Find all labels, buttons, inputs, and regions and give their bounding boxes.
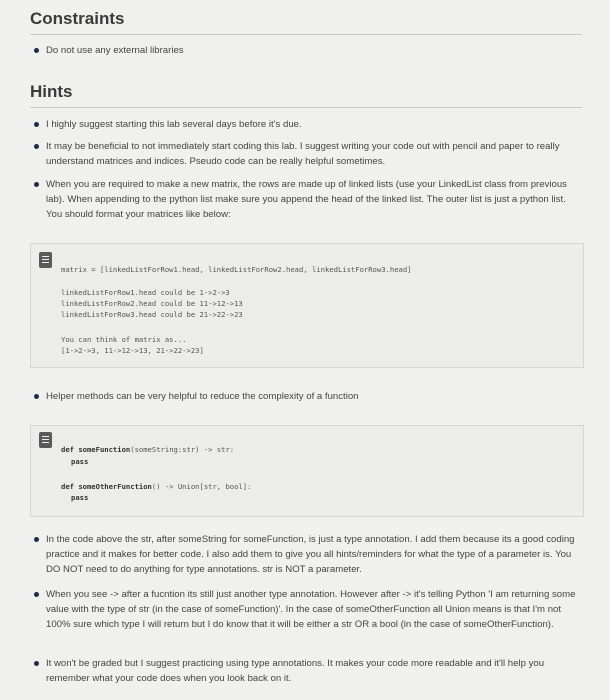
code-function-name: someFunction: [78, 445, 131, 454]
note-item: It won't be graded but I suggest practicing using type annotations. It makes your code more readable and it'll help you remember what your code does when you look back on it.: [46, 658, 545, 684]
bullet: [34, 592, 39, 597]
note-item: In the code above the str, after someString for someFunction, is just a type annotation. I add them because its a good coding practice and it makes for better code. I also add them to give you all hints/reminders for what the type of a parameter is. You DO NOT need to do anything for type annotations. str is NOT a parameter.: [46, 534, 575, 575]
code-function-name: someOtherFunction: [78, 482, 152, 491]
constraints-divider: [30, 34, 582, 35]
code-line: linkedListForRow3.head could be 21->22->23: [61, 310, 243, 319]
code-line: [61, 444, 234, 455]
code-keyword: def: [61, 445, 74, 454]
code-block-functions: [30, 425, 584, 517]
hints-divider: [30, 107, 582, 108]
bullet: [34, 48, 39, 53]
code-line: [71, 456, 88, 467]
hint-item: It may be beneficial to not immediately start coding this lab. I suggest writing your code out with pencil and paper to really understand matrices and indices. Pseudo code can be really helpful sometimes.: [46, 141, 560, 167]
code-line: You can think of matrix as...: [61, 335, 187, 344]
bullet: [34, 182, 39, 187]
code-line: linkedListForRow2.head could be 11->12->13: [61, 299, 243, 308]
hint-item: Helper methods can be very helpful to reduce the complexity of a function: [46, 391, 359, 402]
code-keyword: pass: [71, 457, 89, 466]
code-line: matrix = [linkedListForRow1.head, linkedListForRow2.head, linkedListForRow3.head]: [61, 265, 412, 274]
constraint-item: Do not use any external libraries: [46, 45, 184, 56]
hints-heading: Hints: [30, 82, 73, 101]
code-line: linkedListForRow1.head could be 1->2->3: [61, 288, 230, 297]
bullet: [34, 144, 39, 149]
bullet: [34, 537, 39, 542]
code-icon: [39, 252, 52, 268]
hint-item: When you are required to make a new matrix, the rows are made up of linked lists (use your LinkedList class from previous lab). When appending to the python list make sure you append the head of the linked list. The outer list is just a python list. You should format your matrices like below:: [46, 179, 567, 220]
hint-item: I highly suggest starting this lab several days before it's due.: [46, 119, 302, 130]
bullet: [34, 661, 39, 666]
note-item: When you see -> after a fucntion its still just another type annotation. However after -> it's telling Python 'I am returning some value with the type of str (in the case of someFunction)'. In the case of someOtherFunction all Union means is that I'm not 100% sure which type I will return but I do know that it will be either a str OR a bool (in the case of someOtherFunction).: [46, 589, 576, 630]
code-line: [61, 481, 251, 492]
code-block-matrix: [30, 243, 584, 368]
code-line: [1->2->3, 11->12->13, 21->22->23]: [61, 346, 204, 355]
bullet: [34, 122, 39, 127]
constraints-heading: Constraints: [30, 9, 125, 28]
code-keyword: pass: [71, 493, 89, 502]
bullet: [34, 394, 39, 399]
code-icon: [39, 432, 52, 448]
code-signature: (someString:str) -> str:: [130, 445, 235, 454]
code-signature: () -> Union[str, bool]:: [151, 482, 252, 491]
code-keyword: def: [61, 482, 74, 491]
code-line: [71, 492, 88, 503]
